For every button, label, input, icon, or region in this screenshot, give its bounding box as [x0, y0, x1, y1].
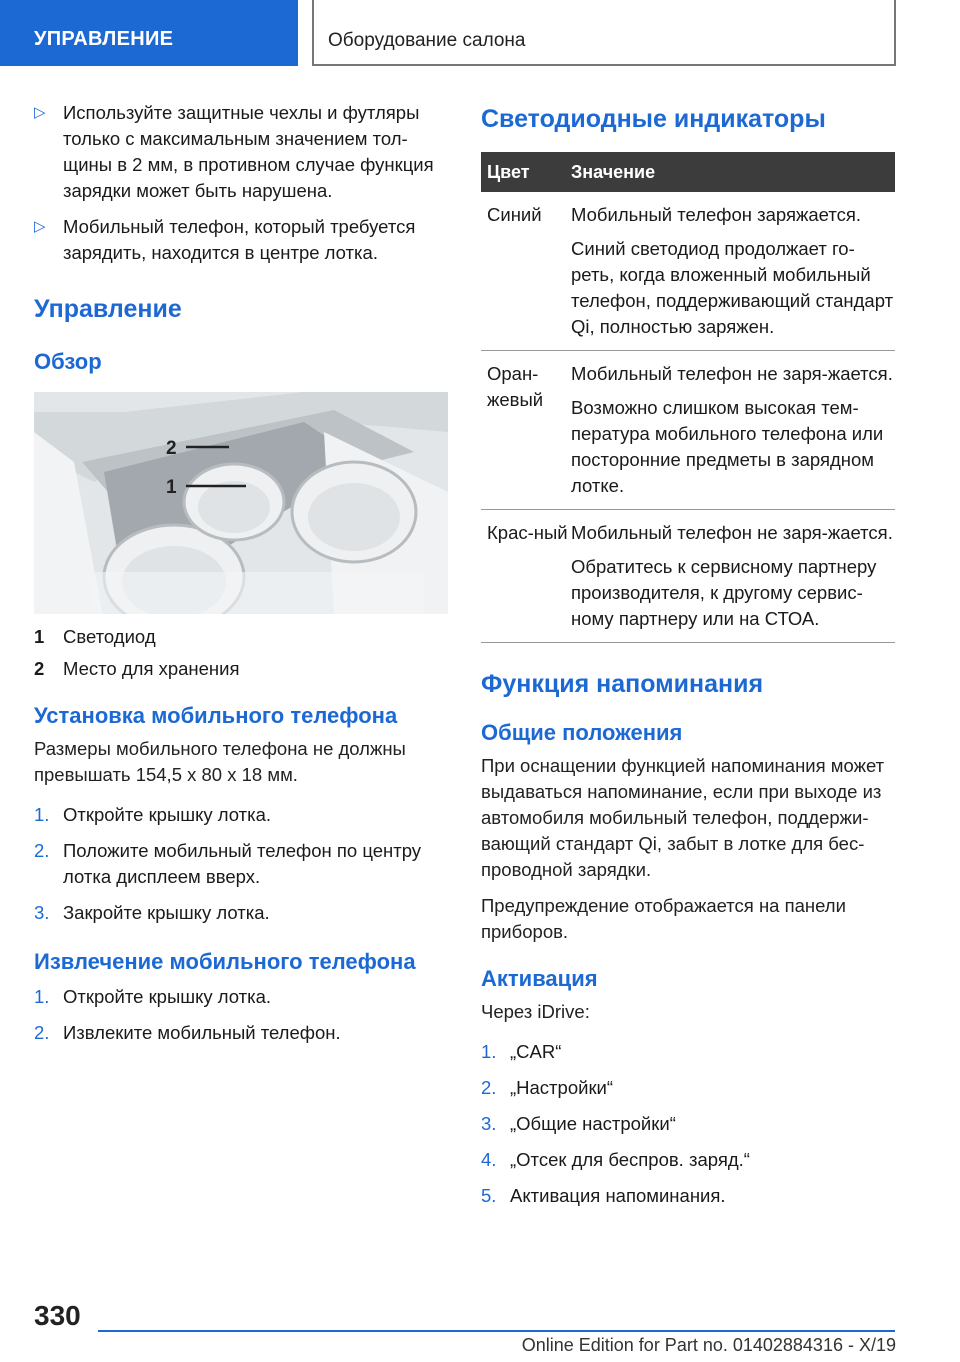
heading-activation: Активация	[481, 966, 598, 991]
list-item	[34, 1020, 448, 1046]
step-number: 2.	[34, 1022, 50, 1043]
tray-figure	[34, 392, 448, 614]
list-item	[481, 1147, 895, 1173]
step-text: „Настройки“	[510, 1077, 614, 1098]
list-item	[34, 984, 448, 1010]
step-number: 2.	[34, 840, 50, 861]
figure-legend	[34, 624, 448, 682]
list-item	[481, 1039, 895, 1065]
step-number: 3.	[481, 1113, 497, 1134]
step-text: Откройте крышку лотка.	[63, 804, 272, 825]
cell-meaning	[571, 202, 895, 340]
meaning-line: Обратитесь к сервисному партнеру производителя, к другому сервис-ному партнеру или на СТОА.	[571, 556, 877, 629]
cell-meaning	[571, 361, 895, 499]
list-item	[34, 802, 448, 828]
step-number: 3.	[34, 902, 50, 923]
legend-text: Место для хранения	[63, 658, 240, 679]
table-row	[481, 192, 895, 351]
column-header-color: Цвет	[487, 161, 530, 182]
column-header-meaning: Значение	[571, 161, 656, 182]
step-number: 1.	[481, 1041, 497, 1062]
bullet-text: Используйте защитные чехлы и футляры только с максимальным значением тол-щины в 2 мм, в противном случае функция зарядки может быть нарушена.	[63, 102, 434, 201]
note-bullet	[34, 100, 448, 204]
legend-number: 2	[34, 658, 45, 679]
list-item	[481, 1183, 895, 1209]
step-text: Активация напоминания.	[510, 1185, 726, 1206]
table-row	[481, 351, 895, 510]
general-paragraph-2: Предупреждение отображается на панели приборов.	[481, 895, 846, 942]
step-text: Откройте крышку лотка.	[63, 986, 272, 1007]
remove-steps	[34, 984, 448, 1046]
edition-note: Online Edition for Part no. 01402884316 - X/19	[521, 1335, 896, 1355]
heading-overview: Обзор	[34, 349, 102, 374]
list-item	[481, 1075, 895, 1101]
step-text: Извлеките мобильный телефон.	[63, 1022, 341, 1043]
install-intro: Размеры мобильного телефона не должны превышать 154,5 x 80 x 18 мм.	[34, 738, 406, 785]
activation-intro: Через iDrive:	[481, 1001, 590, 1022]
meaning-line: Возможно слишком высокая тем-пература мобильного телефона или посторонние предметы в зарядном лотке.	[571, 397, 884, 496]
table-header	[481, 152, 895, 192]
cell-color: Синий	[487, 204, 542, 225]
page-number: 330	[34, 1300, 81, 1331]
heading-control: Управление	[34, 295, 182, 323]
section-tab	[0, 0, 298, 66]
triangle-bullet-icon: ▷	[34, 218, 46, 235]
step-number: 1.	[34, 804, 50, 825]
step-text: „CAR“	[510, 1041, 562, 1062]
step-number: 1.	[34, 986, 50, 1007]
chapter-header	[312, 0, 896, 66]
general-paragraph-1: При оснащении функцией напоминания может выдаваться напоминание, если при выходе из автомобиля мобильный телефон, поддержи-вающий стандарт Qi, забыт в лотке для бес-проводной зарядки.	[481, 755, 885, 880]
meaning-line: Мобильный телефон не заря-жается.	[571, 363, 893, 384]
step-number: 5.	[481, 1185, 497, 1206]
meaning-line: Мобильный телефон не заря-жается.	[571, 522, 893, 543]
install-steps	[34, 802, 448, 926]
legend-number: 1	[34, 626, 45, 647]
table-row	[481, 510, 895, 643]
bullet-text: Мобильный телефон, который требуется зарядить, находится в центре лотка.	[63, 216, 416, 263]
callout-1-label: 1	[166, 477, 177, 498]
heading-general: Общие положения	[481, 720, 683, 745]
heading-remove: Извлечение мобильного телефона	[34, 949, 416, 974]
cell-meaning	[571, 520, 895, 632]
step-number: 4.	[481, 1149, 497, 1170]
meaning-line: Мобильный телефон заряжается.	[571, 204, 862, 225]
step-text: „Отсек для беспров. заряд.“	[510, 1149, 750, 1170]
heading-install: Установка мобильного телефона	[34, 703, 398, 728]
note-bullet	[34, 214, 448, 266]
legend-item	[34, 656, 448, 682]
callout-2-label: 2	[166, 438, 177, 459]
triangle-bullet-icon: ▷	[34, 104, 46, 121]
led-table	[481, 152, 895, 643]
heading-led: Светодиодные индикаторы	[481, 105, 826, 133]
cell-color: Крас-ный	[487, 522, 568, 543]
footer-divider	[98, 1330, 895, 1332]
meaning-line: Синий светодиод продолжает го-реть, когда вложенный мобильный телефон, поддерживающий стандарт Qi, полностью заряжен.	[571, 238, 894, 337]
section-title: УПРАВЛЕНИЕ	[34, 28, 174, 50]
legend-text: Светодиод	[63, 626, 156, 647]
chapter-title: Оборудование салона	[328, 30, 526, 51]
list-item	[34, 900, 448, 926]
cell-color: Оран-жевый	[487, 363, 544, 410]
step-text: Положите мобильный телефон по центру лотка дисплеем вверх.	[63, 840, 422, 887]
right-column	[481, 100, 895, 1219]
charging-tray-illustration	[34, 392, 448, 614]
list-item	[34, 838, 448, 890]
activation-steps	[481, 1039, 895, 1209]
legend-item	[34, 624, 448, 650]
step-number: 2.	[481, 1077, 497, 1098]
heading-reminder: Функция напоминания	[481, 670, 764, 698]
step-text: „Общие настройки“	[510, 1113, 676, 1134]
step-text: Закройте крышку лотка.	[63, 902, 270, 923]
list-item	[481, 1111, 895, 1137]
left-column	[34, 100, 448, 1056]
